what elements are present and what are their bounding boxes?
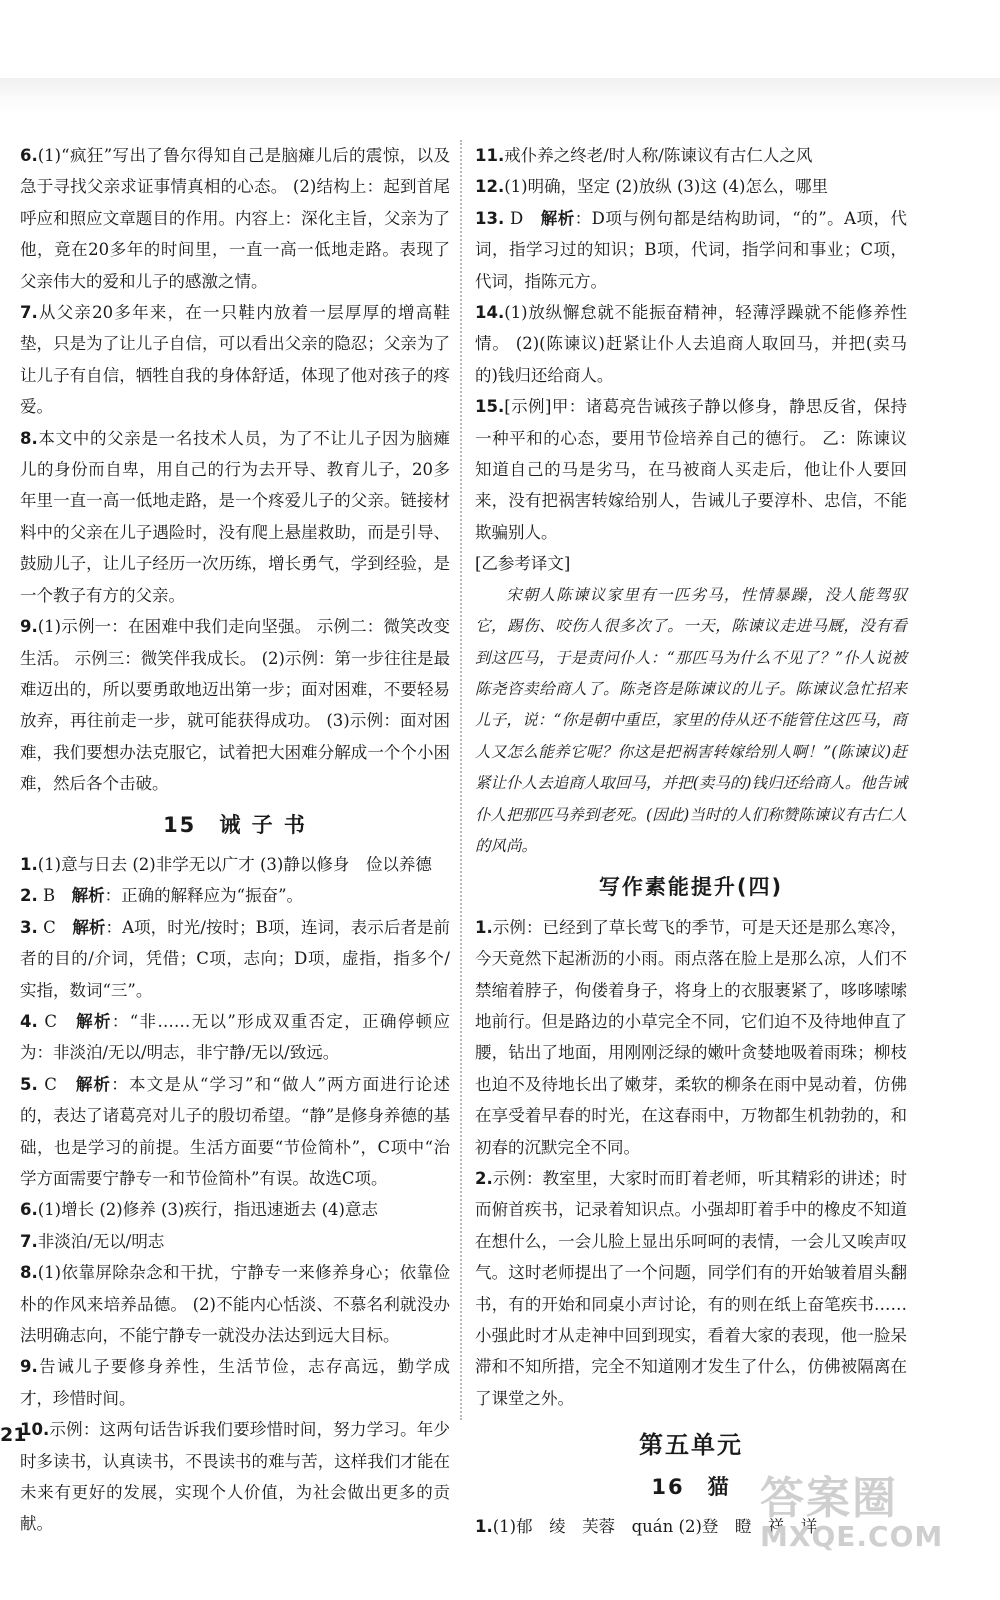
- answer-text: ：A项，时光/按时；B项，连词，表示后者是前者的目的/介词，凭借；C项，志向；D项，虚指，指多个/实指，数词“三”。: [20, 917, 451, 1000]
- answer-text: 本文中的父亲是一名技术人员，为了不让儿子因为脑瘫儿的身份而自卑，用自己的行为去开导、教育儿子，20多年里一直一高一低地走路，是一个疼爱儿子的父亲。链接材料中的父亲在儿子遇险时，没有爬上悬崖救助，而是引导、鼓励儿子，让儿子经历一次历练，增长勇气，学到经验，是一个教子有方的父亲。: [20, 428, 450, 605]
- answer-text: 示例：已经到了草长莺飞的季节，可是天还是那么寒冷，今天竟然下起淅沥的小雨。雨点落在脸上是那么凉，人们不禁缩着脖子，佝偻着身子，将身上的衣服裹紧了，哆哆嗦嗦地前行。但是路边的小草完全不同，它们迫不及待地伸直了腰，钻出了地面，用刚刚泛绿的嫩叶贪婪地吸着雨珠；柳枝也迫不及待地长出了嫩芽，柔软的柳条在雨中晃动着，仿佛在享受着早春的时光，在这春雨中，万物都生机勃勃的，和初春的沉默完全不同。: [475, 917, 907, 1157]
- answer-number: 8.: [20, 1263, 38, 1283]
- answer-text: (1)放纵懈怠就不能振奋精神，轻薄浮躁就不能修养性情。 (2)(陈谏议)赶紧让仆人去追商人取回马，并把(卖马的)钱归还给商人。: [475, 303, 907, 385]
- answer-item: [20, 1257, 450, 1351]
- answer-item: [20, 1069, 450, 1195]
- analysis-label: 解析: [76, 1011, 112, 1031]
- answer-number: 9.: [20, 1357, 38, 1377]
- answer-choice: C: [44, 1011, 57, 1031]
- answer-number: 5.: [20, 1074, 38, 1094]
- answer-number: 15.: [475, 397, 505, 417]
- answer-item: [20, 1194, 450, 1225]
- answers-6-9: [20, 140, 450, 800]
- page-number: 21: [0, 1424, 27, 1446]
- watermark-url: MXQE.COM: [760, 1520, 944, 1553]
- answer-item: [475, 1163, 907, 1414]
- answer-text: 示例：这两句话告诉我们要珍惜时间，努力学习。年少时多读书，认真读书，不畏读书的难与苦，这样我们才能在未来有更好的发展，实现个人价值，为社会做出更多的贡献。: [20, 1420, 450, 1534]
- answer-number: 2.: [20, 886, 38, 906]
- answer-number: 9.: [20, 617, 38, 637]
- answer-choice: D: [509, 208, 524, 228]
- answer-text: (1)依靠屏除杂念和干扰，宁静专一来修养身心；依靠俭朴的作风来培养品德。 (2)不能内心恬淡、不慕名利就没办法明确志向，不能宁静专一就没办法达到远大目标。: [20, 1263, 450, 1346]
- answer-text: ：D项与例句都是结构助词，“的”。A项，代词，指学习过的知识；B项，代词，指学问和事业；C项，代词，指陈元方。: [475, 208, 908, 291]
- watermark-main: 答案圈: [760, 1473, 898, 1524]
- answer-text: [示例]甲：诸葛亮告诫孩子静以修身，静思反省，保持一种平和的心态，要用节俭培养自己的德行。 乙：陈谏议知道自己的马是劣马，在马被商人买走后，他让仆人要回来，没有把祸害转嫁给别人，告诫儿子要淳朴、忠信，不能欺骗别人。: [475, 397, 907, 542]
- translation-label: [乙参考译文]: [475, 554, 571, 574]
- answer-choice: B: [43, 886, 56, 906]
- answer-item: [20, 611, 450, 799]
- scan-shadow-band: [0, 78, 1000, 114]
- analysis-label: 解析: [72, 917, 106, 937]
- answer-text: 示例：教室里，大家时而盯着老师，听其精彩的讲述；时而俯首疾书，记录着知识点。小强却盯着手中的橡皮不知道在想什么，一会儿脸上显出乐呵呵的表情，一会儿又唉声叹气。这时老师提出了一个问题，同学们有的开始皱着眉头翻书，有的开始和同桌小声讨论，有的则在纸上奋笔疾书……小强此时才从走神中回到现实，看着大家的表现，他一脸呆滞和不知所措，完全不知道刚才发生了什么，仿佛被隔离在了课堂之外。: [475, 1169, 907, 1408]
- watermark-logo: [760, 1462, 990, 1592]
- answer-text: (1)意与日去 (2)非学无以广才 (3)静以修身 俭以养德: [37, 854, 432, 874]
- answer-choice: C: [44, 1074, 57, 1094]
- answer-text: ：本文是从“学习”和“做人”两方面进行论述的，表达了诸葛亮对儿子的殷切希望。“静”是修身养德的基础，也是学习的前提。生活方面要“节俭简朴”，C项中“治学方面需要宁静专一和节俭简朴”有误。故选C项。: [20, 1074, 451, 1188]
- answer-item: [20, 849, 450, 880]
- analysis-label: 解析: [75, 1074, 112, 1094]
- answer-number: 1.: [475, 1517, 493, 1537]
- analysis-label: 解析: [540, 208, 575, 228]
- answer-number: 14.: [475, 303, 505, 323]
- right-column: [475, 140, 907, 1542]
- answer-choice: C: [43, 917, 56, 937]
- answer-text: ：正确的解释应为“振奋”。: [104, 886, 304, 906]
- answers-section-15: [20, 849, 450, 1540]
- answer-number: 1.: [20, 854, 38, 874]
- answer-number: 8.: [20, 428, 38, 448]
- answer-number: 3.: [20, 917, 38, 937]
- answer-text: (1)郁 绫 芙蓉 quán (2)登 瞪 祥 详: [492, 1517, 818, 1537]
- answer-number: 10.: [20, 1420, 50, 1440]
- left-column: [20, 140, 450, 1540]
- answer-item: [475, 171, 907, 202]
- answer-text: 戒仆养之终老/时人称/陈谏议有古仁人之风: [504, 146, 813, 165]
- answer-item: [20, 140, 450, 297]
- answer-number: 1.: [475, 917, 493, 937]
- answer-text: (1)明确，坚定 (2)放纵 (3)这 (4)怎么，哪里: [504, 177, 828, 197]
- answer-text: 非淡泊/无以/明志: [37, 1231, 165, 1251]
- answers-writing: [475, 912, 907, 1415]
- answer-item: [20, 912, 450, 1006]
- answer-item: [20, 1226, 450, 1257]
- column-divider: [460, 140, 462, 1420]
- unit-title: 第五单元: [639, 1431, 743, 1460]
- answer-text: (1)示例一：在困难中我们走向坚强。 示例二：微笑改变生活。 示例三：微笑伴我成长。 (2)示例：第一步往往是最难迈出的，所以要勇敢地迈出第一步；面对困难，不要轻易放弃，再往前走一步，就可能获得成功。 (3)示例：面对困难，我们要想办法克服它，试着把大困难分解成一个个小困难，然后各个击破。: [20, 617, 450, 794]
- answers-11-15: [475, 140, 907, 548]
- answer-number: 2.: [475, 1169, 493, 1188]
- answer-item: [475, 912, 907, 1163]
- answer-item: [475, 391, 907, 548]
- answer-text: ：“非……无以”形成双重否定，正确停顿应为：非淡泊/无以/明志，非宁静/无以/致远。: [20, 1011, 451, 1063]
- answer-number: 12.: [475, 177, 505, 197]
- answer-item: [20, 1414, 450, 1540]
- section-title-15: 15 诫 子 书: [163, 812, 307, 837]
- answer-number: 7.: [20, 303, 38, 323]
- section-title-writing: 写作素能提升(四): [598, 875, 784, 900]
- translation-text: 宋朝人陈谏议家里有一匹劣马，性情暴躁，没人能驾驭它，踢伤、咬伤人很多次了。一天，陈谏议走进马厩，没有看到这匹马，于是责问仆人：“那匹马为什么不见了？”仆人说被陈尧咨卖给商人了。陈尧咨是陈谏议的儿子。陈谏议急忙招来儿子，说：“你是朝中重臣，家里的侍从还不能管住这匹马，商人又怎么能养它呢？你这是把祸害转嫁给别人啊！”(陈谏议)赶紧让仆人去追商人取回马，并把(卖马的)钱归还给商人。他告诫仆人把那匹马养到老死。(因此)当时的人们称赞陈谏议有古仁人的风尚。: [475, 585, 907, 855]
- lesson-title-16: 16 猫: [651, 1474, 731, 1499]
- answer-number: 13.: [475, 208, 505, 228]
- analysis-label: 解析: [71, 886, 105, 906]
- answer-item: [20, 297, 450, 423]
- answer-number: 6.: [20, 146, 38, 165]
- answer-item: [475, 203, 907, 297]
- answer-number: 11.: [475, 146, 505, 165]
- answer-number: 6.: [20, 1200, 38, 1220]
- answer-text: (1)增长 (2)修养 (3)疾行，指迅速逝去 (4)意志: [37, 1200, 378, 1220]
- answer-text: 告诫儿子要修身养性，生活节俭，志存高远，勤学成才，珍惜时间。: [20, 1357, 450, 1408]
- answer-number: 7.: [20, 1231, 38, 1251]
- answer-item: [20, 1351, 450, 1414]
- answer-text: (1)“疯狂”写出了鲁尔得知自己是脑瘫儿后的震惊，以及急于寻找父亲求证事情真相的心态。 (2)结构上：起到首尾呼应和照应文章题目的作用。内容上：深化主旨，父亲为了他，竟在20多年的时间里，一直一高一低地走路。表现了父亲伟大的爱和儿子的感激之情。: [20, 146, 450, 291]
- answer-text: 从父亲20多年来，在一只鞋内放着一层厚厚的增高鞋垫，只是为了让儿子自信，可以看出父亲的隐忍；父亲为了让儿子有自信，牺牲自我的身体舒适，体现了他对孩子的疼爱。: [20, 303, 450, 417]
- answer-item: [475, 140, 907, 171]
- answer-number: 4.: [20, 1011, 38, 1031]
- answer-item: [475, 297, 907, 391]
- answer-item: [20, 423, 450, 611]
- answer-item: [20, 880, 450, 911]
- answer-item: [20, 1006, 450, 1069]
